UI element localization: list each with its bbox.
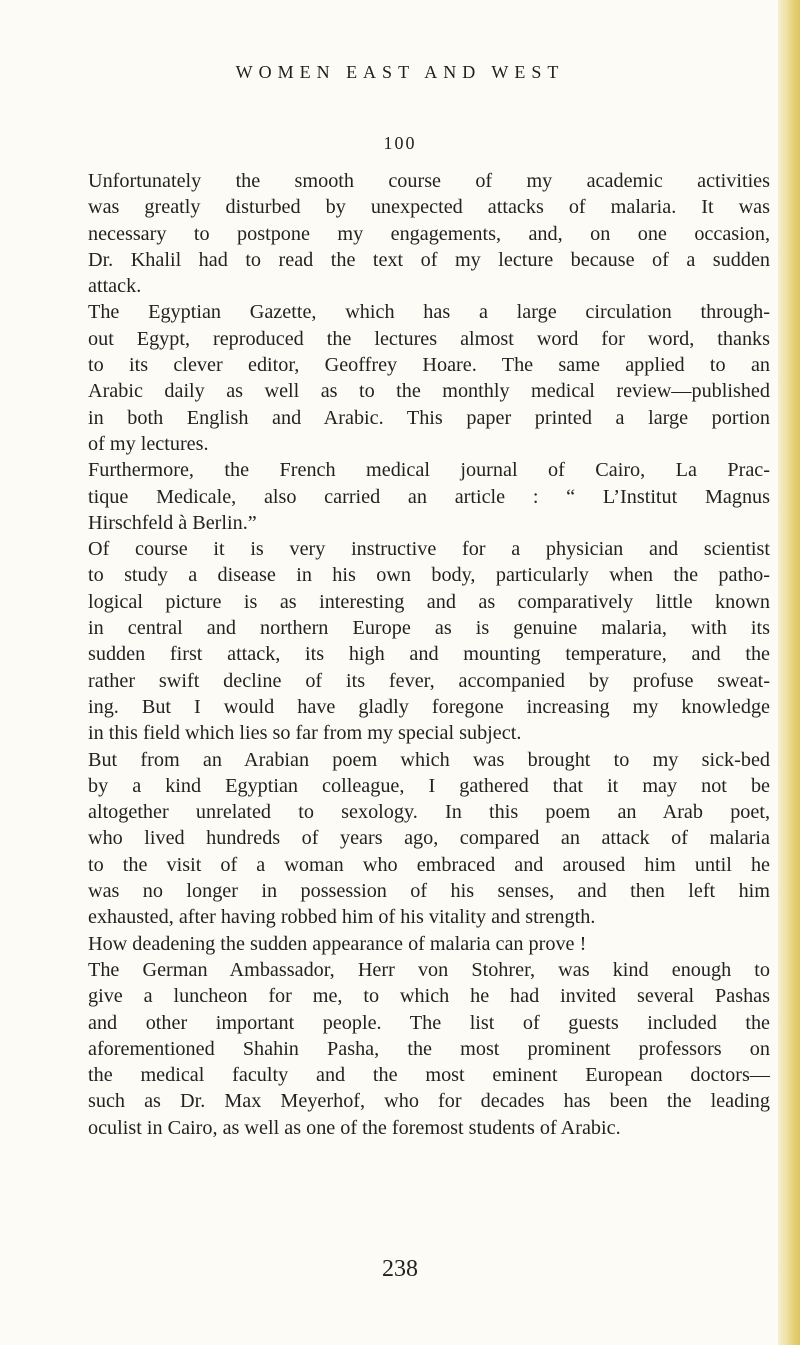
text-line: necessary to postpone my engagements, and, on one occasion, — [88, 222, 770, 245]
page-number: 238 — [382, 1256, 418, 1282]
text-line: Unfortunately the smooth course of my academic activities — [88, 170, 770, 192]
text-line: altogether unrelated to sexology. In this poem an Arab poet, — [88, 801, 770, 824]
text-line: to its clever editor, Geoffrey Hoare. The same applied to an — [88, 354, 770, 377]
text-line: out Egypt, reproduced the lectures almost word for word, thanks — [88, 327, 770, 350]
text-line: ing. But I would have gladly foregone increasing my knowledge — [88, 695, 770, 718]
text-line: was no longer in possession of his senses, and then left him — [88, 880, 770, 903]
text-line: Furthermore, the French medical journal of Cairo, La Prac- — [88, 459, 770, 482]
text-line: rather swift decline of its fever, accompanied by profuse sweat- — [88, 669, 770, 692]
text-line: to the visit of a woman who embraced and aroused him until he — [88, 853, 770, 876]
text-line: in both English and Arabic. This paper printed a large portion — [88, 406, 770, 429]
text-line: give a luncheon for me, to which he had invited several Pashas — [88, 985, 770, 1008]
text-line: logical picture is as interesting and as comparatively little known — [88, 590, 770, 613]
text-line: such as Dr. Max Meyerhof, who for decades has been the leading — [88, 1090, 770, 1113]
text-line: tique Medicale, also carried an article : “ L’Institut Magnus — [88, 485, 770, 508]
text-line: and other important people. The list of guests included the — [88, 1011, 770, 1034]
section-number: 100 — [383, 133, 417, 153]
text-line: Hirschfeld à Berlin.” — [88, 511, 257, 534]
text-line: to study a disease in his own body, particularly when the patho- — [88, 564, 770, 587]
text-line: Dr. Khalil had to read the text of my lecture because of a sudden — [88, 248, 770, 271]
text-line: How deadening the sudden appearance of malaria can prove ! — [88, 932, 587, 955]
page-edge-shadow — [778, 0, 800, 1345]
text-line: oculist in Cairo, as well as one of the foremost students of Arabic. — [88, 1116, 621, 1139]
text-line: was greatly disturbed by unexpected attacks of malaria. It was — [88, 196, 770, 219]
text-line: aforementioned Shahin Pasha, the most prominent professors on — [88, 1037, 770, 1060]
text-line: But from an Arabian poem which was brought to my sick-bed — [88, 748, 770, 771]
body-text — [88, 168, 770, 1141]
text-line: sudden first attack, its high and mounting temperature, and the — [88, 643, 770, 666]
text-line: exhausted, after having robbed him of his vitality and strength. — [88, 906, 596, 929]
text-line: The Egyptian Gazette, which has a large circulation through- — [88, 301, 770, 324]
text-line: of my lectures. — [88, 432, 209, 455]
running-head: WOMEN EAST AND WEST — [235, 62, 565, 82]
text-line: Of course it is very instructive for a physician and scientist — [88, 538, 770, 561]
text-line: Arabic daily as well as to the monthly medical review—published — [88, 380, 770, 403]
text-line: The German Ambassador, Herr von Stohrer, was kind enough to — [88, 958, 770, 981]
text-line: in this field which lies so far from my special subject. — [88, 722, 522, 745]
text-line: who lived hundreds of years ago, compared an attack of malaria — [88, 827, 770, 850]
text-line: by a kind Egyptian colleague, I gathered that it may not be — [88, 774, 770, 797]
text-line: in central and northern Europe as is genuine malaria, with its — [88, 617, 770, 640]
text-line: the medical faculty and the most eminent European doctors— — [88, 1064, 770, 1087]
text-line: attack. — [88, 275, 142, 298]
